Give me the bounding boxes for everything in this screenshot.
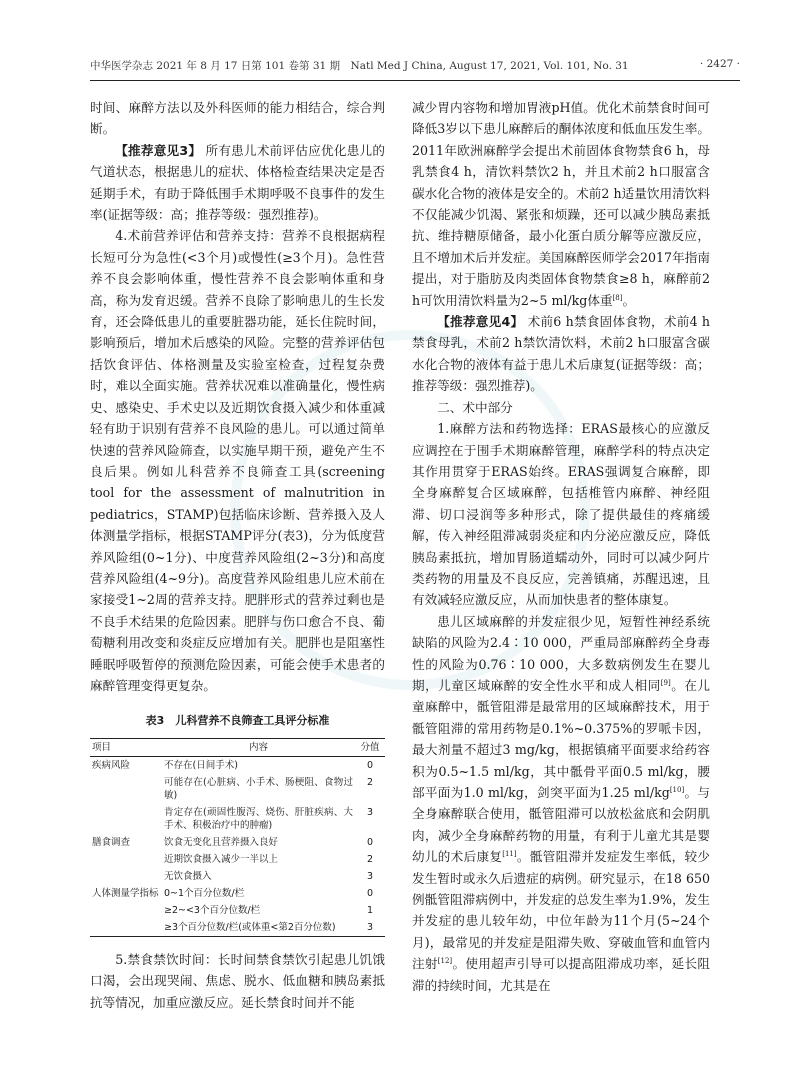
citation: [12] <box>437 957 453 966</box>
citation: [9] <box>660 678 671 687</box>
table-cell: 不存在(日间手术) <box>164 759 238 771</box>
paragraph: 减少胃内容物和增加胃液pH值。优化术前禁食时间可降低3岁以下患儿麻醉后的酮体浓度和低血压发生率。2011年欧洲麻醉学会提出术前固体食物禁食6 h，母乳禁食4 h，清饮料禁饮2 h，并且术前2 h口服富含碳水化合物的液体是安全的。术前2 h适量饮用清饮料不仅能减少饥渴、紧张和烦躁，还可以减少胰岛素抵抗、维持糖原储备，最小化蛋白质分解等应激反应，且不增加术后并发症。美国麻醉医师学会2017年指南提出，对于脂肪及肉类固体食物禁食≥8 h，麻醉前2 h可饮用清饮料量为2~5 ml/kg体重[8]。 <box>412 100 710 308</box>
table-cell: 膳食调查 <box>92 836 131 848</box>
citation: [10] <box>669 785 685 794</box>
header-rule <box>90 80 740 81</box>
table-row <box>90 804 385 834</box>
paragraph-text: 。骶管阻滞并发症发生率低，较少发生暂时或永久后遗症的病例。研究显示，在18 650例骶管阻滞病例中，并发症的总发生率为1.9%，发生并发症的患儿较年幼，中位年龄为11个月(5~24个月)，最常见的并发症是阻滞失败、穿破血管和血管内注射 <box>412 849 711 972</box>
table-cell <box>90 851 162 868</box>
table-cell: 1 <box>366 904 374 916</box>
table-cell: 近期饮食摄入减少一半以上 <box>164 853 279 865</box>
page-number: · 2427 · <box>699 58 740 70</box>
paragraph-anesthesia: 1.麻醉方法和药物选择：ERAS最核心的应激反应调控在于围手术期麻醉管理，麻醉学科的特点决定其作用贯穿于ERAS始终。ERAS强调复合麻醉，即全身麻醉复合区域麻醉，包括椎管内麻醉、神经阻滞、切口浸润等多种形式，除了提供最佳的疼痛缓解，传入神经阻滞减弱炎症和内分泌应激反应，降低胰岛素抵抗，增加胃肠道蠕动外，同时可以减少阿片类药物的用量及不良反应，完善镇痛，苏醒迅速，且有效减轻应激反应，从而加快患者的整体康复。 <box>412 421 710 608</box>
table-header-cell: 内容 <box>162 738 355 756</box>
table-cell: 可能存在(心脏病、小手术、肠梗阻、食物过敏) <box>164 776 353 801</box>
table-header-cell: 项目 <box>90 738 162 756</box>
paragraph-text: 患儿区域麻醉的并发症很少见，短暂性神经系统缺陷的风险为2.4∶10 000，严重局部麻醉药全身毒性的风险为0.76∶10 000，大多数病例发生在婴儿期，儿童区域麻醉的安全性水平和成人相同 <box>412 613 710 693</box>
stamp-score-table <box>90 738 385 937</box>
table-cell: 肯定存在(顽固性腹泻、烧伤、肝脏疾病、大手术、积极治疗中的肿瘤) <box>164 806 353 831</box>
paragraph-regional <box>412 611 710 996</box>
table-cell: 2 <box>366 776 374 788</box>
table-row <box>90 774 385 804</box>
left-column <box>90 97 385 1013</box>
right-column <box>412 97 710 996</box>
table-title: 表3 儿科营养不良筛查工具评分标准 <box>145 714 330 728</box>
paragraph-text: 减少胃内容物和增加胃液pH值。优化术前禁食时间可降低3岁以下患儿麻醉后的酮体浓度和低血压发生率。2011年欧洲麻醉学会提出术前固体食物禁食6 h，母乳禁食4 h，清饮料禁饮2 h，并且术前2 h口服富含碳水化合物的液体是安全的。术前2 h适量饮用清饮料不仅能减少饥渴、紧张和烦躁，还可以减少胰岛素抵抗、维持糖原储备，最小化蛋白质分解等应激反应，且不增加术后并发症。美国麻醉医师学会2017年指南提出，对于脂肪及肉类固体食物禁食≥8 h，麻醉前2 h可饮用清饮料量为2~5 ml/kg体重 <box>412 100 710 308</box>
table-cell: ≥3个百分位数/栏(或体重<第2百分位数) <box>162 919 355 937</box>
table-header-row <box>90 738 385 756</box>
table-cell: 人体测量学指标 <box>92 887 159 899</box>
table-row <box>90 868 385 885</box>
recommendation-4 <box>412 311 710 397</box>
recommendation-text: 术前6 h禁食固体食物，术前4 h禁食母乳，术前2 h禁饮清饮料，术前2 h口服富含碳水化合物的液体有益于患儿术后康复(证据等级：高；推荐等级：强烈推荐)。 <box>412 314 710 394</box>
table-cell: 2 <box>366 853 374 865</box>
paragraph-text: 。在儿童麻醉中，骶管阻滞是最常用的区域麻醉技术，用于骶管阻滞的常用药物是0.1%~0.375%的罗哌卡因，最大剂量不超过3 mg/kg，根据镇痛平面要求给药容积为0.5~1.5 ml/kg，其中骶骨平面0.5 ml/kg，腰部平面为1.0 ml/kg，剑突平面为1.25 ml/kg <box>412 677 711 800</box>
recommendation-text: 所有患儿术前评估应优化患儿的气道状态，根据患儿的症状、体格检查结果决定是否延期手术，有助于降低围手术期呼吸不良事件的发生率(证据等级：高；推荐等级：强烈推荐)。 <box>90 142 385 223</box>
paragraph-fasting: 5.禁食禁饮时间：长时间禁食禁饮引起患儿饥饿口渴，会出现哭闹、焦虑、脱水、低血糖和胰岛素抵抗等情况，加重应激反应。延长禁食时间并不能 <box>90 951 385 1010</box>
recommendation-label: 【推荐意见3】 <box>115 142 202 158</box>
table-cell: 饮食无变化且营养摄入良好 <box>164 836 279 848</box>
table-cell: ≥2~<3个百分位数/栏 <box>164 904 261 916</box>
recommendation-label: 【推荐意见4】 <box>437 314 524 330</box>
section-heading: 二、术中部分 <box>437 399 513 415</box>
citation: [8] <box>612 293 623 302</box>
paragraph-text: 。使用超声引导可以提高阻滞成功率，延长阻滞的持续时间，尤其是在 <box>412 956 711 993</box>
table-row <box>90 885 385 902</box>
table-cell: 0 <box>366 759 374 771</box>
table-row <box>90 919 385 937</box>
table-cell <box>90 774 162 804</box>
journal-citation: 中华医学杂志 2021 年 8 月 17 日第 101 卷第 31 期 Natl Med J China, August 17, 2021, Vol. 101, No. 31 <box>90 60 629 72</box>
paragraph-nutrition: 4.术前营养评估和营养支持：营养不良根据病程长短可分为急性(<3个月)或慢性(≥3个月)。急性营养不良会影响体重，慢性营养不良会影响体重和身高，称为发育迟缓。营养不良除了影响患儿的生长发育，还会降低患儿的重要脏器功能，延长住院时间，影响预后，增加术后感染的风险。完整的营养评估包括饮食评估、体格测量及实验室检查，过程复杂费时，难以全面实施。营养状况难以准确量化，慢性病史、感染史、手术史以及近期饮食摄入减少和体重减轻有助于识别有营养不良风险的患儿。可以通过简单快速的营养风险筛查，以实施早期干预，避免产生不良后果。例如儿科营养不良筛查工具(screening tool for the assessment of malnutrition in pediatrics，STAMP)包括临床诊断、营养摄入及人体测量学指标，根据STAMP评分(表3)，分为低度营养风险组(0~1分)、中度营养风险组(2~3分)和高度营养风险组(4~9分)。高度营养风险组患儿应术前在家接受1~2周的营养支持。肥胖形式的营养过剩也是不良手术结果的危险因素。肥胖与伤口愈合不良、葡萄糖利用改变和炎症反应增加有关。肥胖也是阻塞性睡眠呼吸暂停的预测危险因素，可能会使手术患者的麻醉管理变得更复杂。 <box>90 228 385 693</box>
paragraph: 时间、麻醉方法以及外科医师的能力相结合，综合判断。 <box>90 100 385 137</box>
table-row <box>90 902 385 919</box>
table-cell: 0 <box>366 836 374 848</box>
table-cell <box>90 919 162 937</box>
table-cell <box>90 902 162 919</box>
table-cell: 疾病风险 <box>92 759 131 771</box>
table-cell <box>90 868 162 885</box>
table-cell: 0 <box>366 887 374 899</box>
table-cell: 0~1个百分位数/栏 <box>164 887 245 899</box>
table-cell: 3 <box>366 870 374 882</box>
recommendation-3 <box>90 140 385 226</box>
table-cell: 3 <box>366 806 374 818</box>
table-header-cell: 分值 <box>355 738 385 756</box>
table-cell <box>90 804 162 834</box>
table-cell: 无饮食摄入 <box>164 870 212 882</box>
paragraph-text: 。与全身麻醉联合使用，骶管阻滞可以放松盆底和会阴肌肉，减少全身麻醉药物的用量，有利于儿童尤其是婴幼儿的术后康复 <box>412 785 711 865</box>
table-row <box>90 851 385 868</box>
running-header <box>90 58 740 78</box>
table-cell: 3 <box>355 919 385 937</box>
table-row <box>90 756 385 774</box>
citation: [11] <box>502 850 517 859</box>
table-row <box>90 834 385 851</box>
